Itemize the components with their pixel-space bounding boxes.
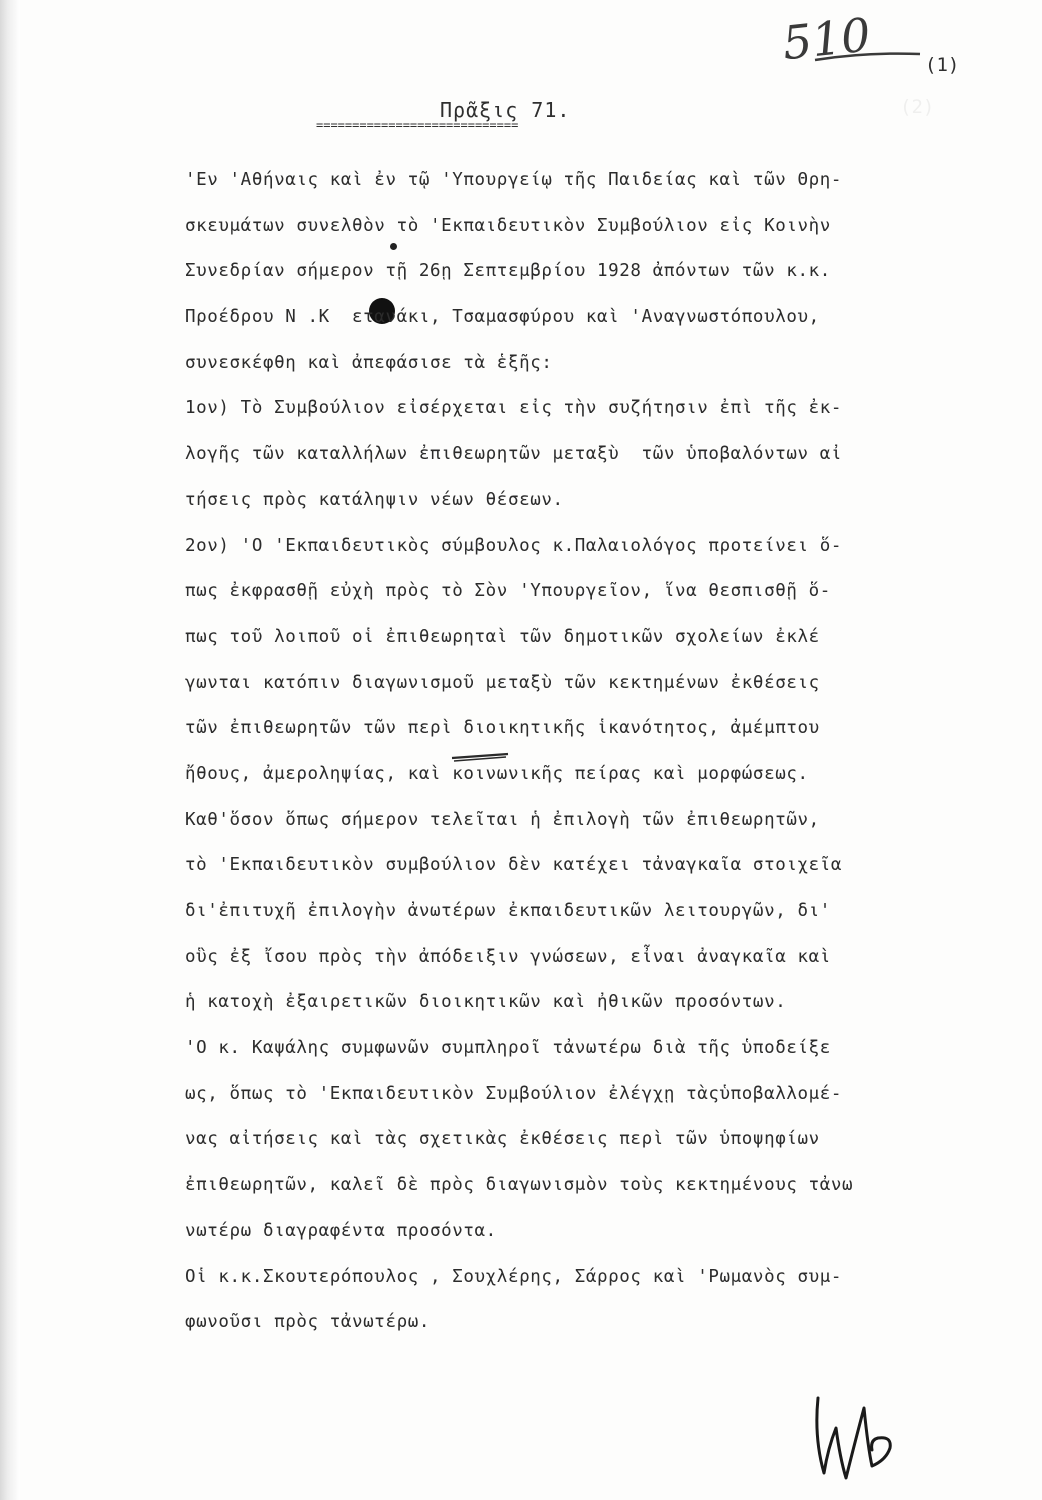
text-line: ἐπιθεωρητῶν, καλεῖ δὲ πρὸς διαγωνισμὸν τοὺς κεκτημένους τἀνω [185, 1175, 854, 1196]
text-line: Συνεδρίαν σήμερον τῇ 26ῃ Σεπτεμβρίου 1928 ἀπόντων τῶν κ.κ. [185, 261, 831, 282]
text-line: σκευμάτων συνελθὸν τὸ 'Εκπαιδευτικὸν Συμβούλιον εἰς Κοινὴν [185, 215, 831, 236]
handwritten-number-text: 510 [780, 7, 874, 71]
text-line: νας αἰτήσεις καὶ τὰς σχετικὰς ἐκθέσεις περὶ τῶν ὑποψηφίων [185, 1129, 820, 1150]
strikethrough-mark [450, 740, 510, 770]
typed-text-body [185, 158, 1025, 1346]
text-line: οὓς ἐξ ἴσου πρὸς τὴν ἀπόδειξιν γνώσεων, εἶναι ἀναγκαῖα καὶ [185, 946, 831, 967]
text-line: τήσεις πρὸς κατάληψιν νέων θέσεων. [185, 489, 564, 510]
text-line: Προέδρου Ν .Κ ετανάκι, Τσαμασφύρου καὶ 'Αναγνωστόπουλου, [185, 307, 820, 328]
text-line: Οἱ κ.κ.Σκουτερόπουλος , Σουχλέρης, Σάρρος καὶ 'Ρωμανὸς συμ- [185, 1266, 843, 1287]
text-line: 1ον) Τὸ Συμβούλιον εἰσέρχεται εἰς τὴν συζήτησιν ἐπὶ τῆς ἐκ- [185, 398, 843, 419]
text-line: λογῆς τῶν καταλλήλων ἐπιθεωρητῶν μεταξὺ τῶν ὑποβαλόντων αἰ [185, 444, 843, 465]
text-line: συνεσκέφθη καὶ ἀπεφάσισε τὰ ἑξῆς: [185, 352, 553, 373]
text-line: ως, ὅπως τὸ 'Εκπαιδευτικὸν Συμβούλιον ἐλέγχῃ τὰςὑποβαλλομέ- [185, 1083, 843, 1104]
text-line: φωνοῦσι πρὸς τἀνωτέρω. [185, 1312, 430, 1333]
text-line: 'Ο κ. Καψάλης συμφωνῶν συμπληροῖ τἀνωτέρω διὰ τῆς ὑποδείξε [185, 1038, 831, 1059]
text-line: Καθ'ὅσον ὅπως σήμερον τελεῖται ἡ ἐπιλογὴ τῶν ἐπιθεωρητῶν, [185, 809, 820, 830]
title-underline: ============================ [316, 118, 519, 132]
text-line: δι'ἐπιτυχῆ ἐπιλογὴν ἀνωτέρων ἐκπαιδευτικῶν λειτουργῶν, δι' [185, 901, 831, 921]
text-line: νωτέρω διαγραφέντα προσόντα. [185, 1220, 497, 1241]
book-binding-edge [0, 0, 20, 1500]
handwritten-initials-signature [806, 1378, 906, 1483]
text-line: γωνται κατόπιν διαγωνισμοῦ μεταξὺ τῶν κεκτημένων ἐκθέσεις [185, 672, 820, 693]
text-line: ἤθους, ἀμεροληψίας, καὶ κοινωνικῆς πείρας καὶ μορφώσεως. [185, 763, 809, 784]
text-line: τῶν ἐπιθεωρητῶν τῶν περὶ διοικητικῆς ἱκανότητος, ἀμέμπτου [185, 718, 820, 739]
text-line: πως ἐκφρασθῇ εὐχὴ πρὸς τὸ Σὸν 'Υπουργεῖον, ἵνα θεσπισθῇ ὅ- [185, 581, 831, 602]
text-line: τὸ 'Εκπαιδευτικὸν συμβούλιον δὲν κατέχει τἀναγκαῖα στοιχεῖα [185, 855, 843, 876]
text-line: πως τοῦ λοιποῦ οἱ ἐπιθεωρηταὶ τῶν δημοτικῶν σχολείων ἐκλέ [185, 626, 820, 647]
text-line: 'Εν 'Αθήναις καὶ ἐν τῷ 'Υπουργείῳ τῆς Παιδείας καὶ τῶν Θρη- [185, 170, 843, 190]
show-through-text: (2) [900, 96, 935, 118]
document-page [20, 0, 1042, 1500]
handwritten-folio-number [775, 2, 925, 72]
text-line: 2ον) 'Ο 'Εκπαιδευτικὸς σύμβουλος κ.Παλαιολόγος προτείνει ὅ- [185, 535, 843, 556]
page-number: (1) [925, 54, 960, 76]
text-line: ἡ κατοχὴ ἐξαιρετικῶν διοικητικῶν καὶ ἠθικῶν προσόντων. [185, 992, 787, 1013]
document-title: Πρᾶξις 71. [440, 98, 571, 122]
